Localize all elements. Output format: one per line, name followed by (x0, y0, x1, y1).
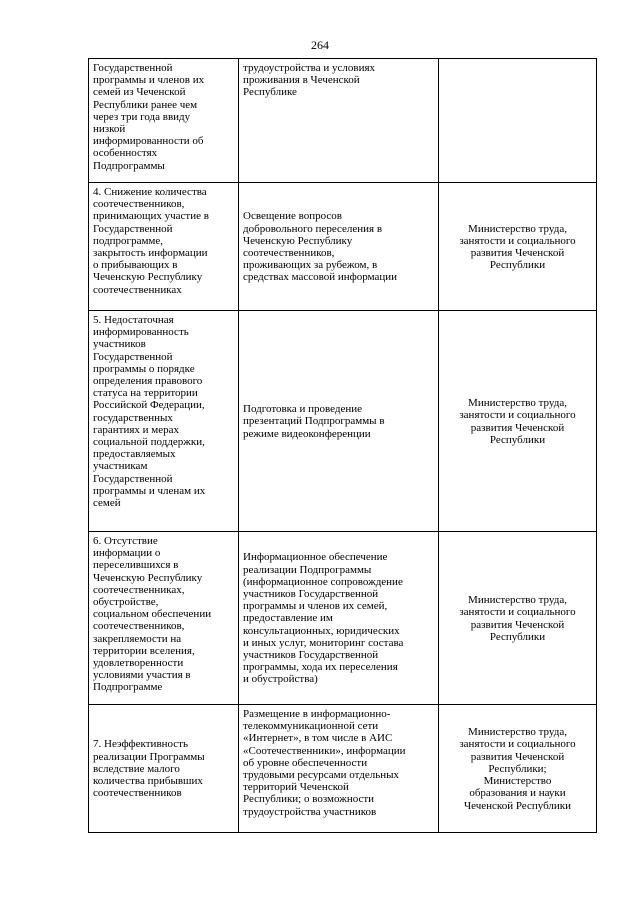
table-row (89, 311, 597, 532)
problem-cell: 5. Недостаточная информированность участников Государственной программы о порядке определения правового статуса на территории Российской Федерации, государственных гарантиях и мерах социальной поддержки, предоставляемых участникам Государственной программы и членам их семей (89, 311, 239, 532)
problem-cell: 4. Снижение количества соотечественников, принимающих участие в Государственной подпрограмме, закрытость информации о прибывающих в Чеченскую Республику соотечественниках (89, 183, 239, 311)
measure-cell: Подготовка и проведение презентаций Подпрограммы в режиме видеоконференции (239, 311, 439, 532)
measure-cell: Информационное обеспечение реализации Подпрограммы (информационное сопровождение участников Государственной программы и членов их семей, предоставление им консультационных, юридических и иных услуг, мониторинг состава участников Государственной программы, хода их переселения и обустройства) (239, 532, 439, 705)
measure-cell: Освещение вопросов добровольного переселения в Чеченскую Республику соотечественников, проживающих за рубежом, в средствах массовой информации (239, 183, 439, 311)
measures-table (88, 58, 597, 833)
table-row (89, 532, 597, 705)
table-row (89, 705, 597, 833)
table-row (89, 59, 597, 183)
responsible-cell: Министерство труда, занятости и социального развития Чеченской Республики (439, 311, 597, 532)
problem-cell: Государственной программы и членов их семей из Чеченской Республики ранее чем через три года ввиду низкой информированности об особенностях Подпрограммы (89, 59, 239, 183)
measure-cell: трудоустройства и условиях проживания в Чеченской Республике (239, 59, 439, 183)
responsible-cell (439, 59, 597, 183)
responsible-cell: Министерство труда, занятости и социального развития Чеченской Республики (439, 183, 597, 311)
measure-cell: Размещение в информационно- телекоммуникационной сети «Интернет», в том числе в АИС «Соотечественники», информации об уровне обеспеченности трудовыми ресурсами отдельных территорий Чеченской Республики; о возможности трудоустройства участников (239, 705, 439, 833)
problem-cell: 6. Отсутствие информации о переселившихся в Чеченскую Республику соотечественниках, обустройстве, социальном обеспечении соотечественников, закрепляемости на территории вселения, удовлетворенности условиями участия в Подпрограмме (89, 532, 239, 705)
responsible-cell: Министерство труда, занятости и социального развития Чеченской Республики; Министерство образования и науки Чеченской Республики (439, 705, 597, 833)
problem-cell: 7. Неэффективность реализации Программы вследствие малого количества прибывших соотечественников (89, 705, 239, 833)
page-number: 264 (311, 38, 329, 52)
table-row (89, 183, 597, 311)
responsible-cell: Министерство труда, занятости и социального развития Чеченской Республики (439, 532, 597, 705)
